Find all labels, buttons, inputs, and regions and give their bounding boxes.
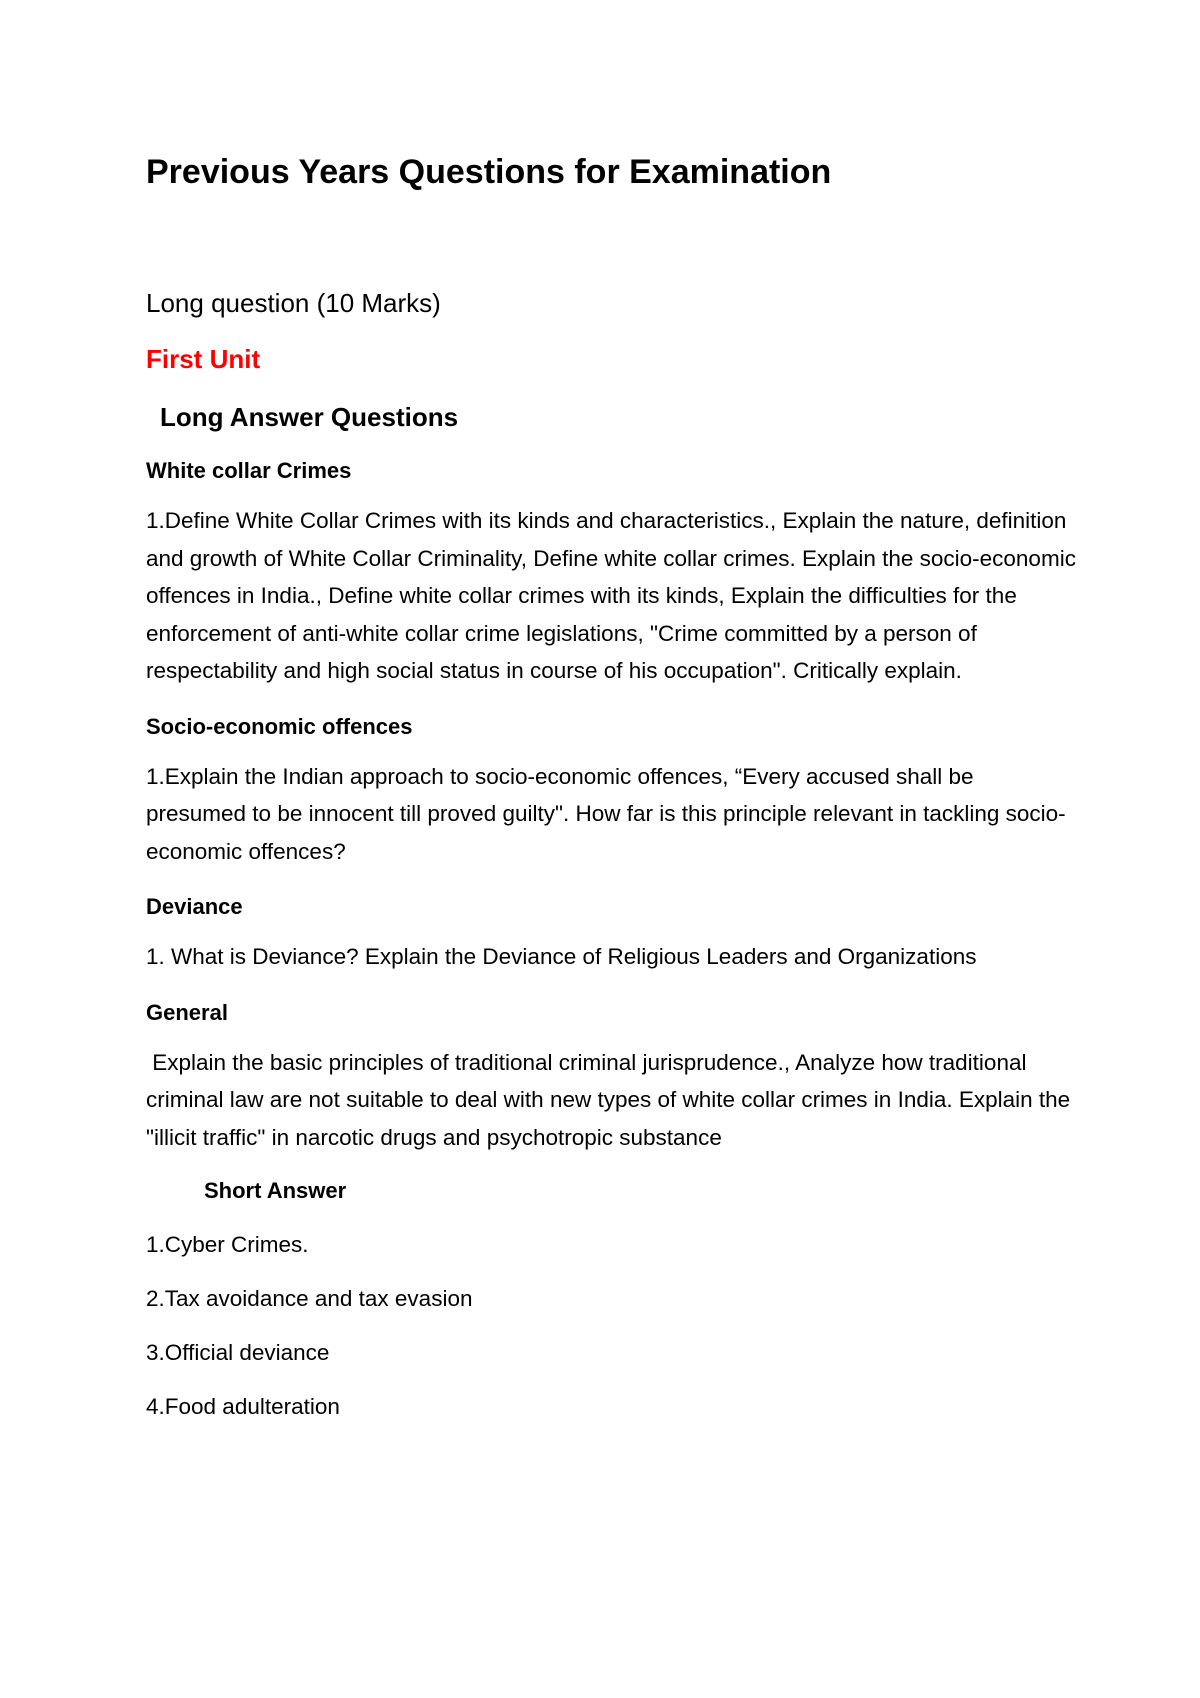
topic-text-general: Explain the basic principles of traditional criminal jurisprudence., Analyze how traditional criminal law are not suitable to deal with new types of white collar crimes in India. Explain the "illicit traffic" in narcotic drugs and psychotropic substance — [146, 1049, 1077, 1150]
topic-heading-socio-economic: Socio-economic offences — [146, 713, 413, 739]
page-title: Previous Years Questions for Examination — [146, 153, 832, 191]
topic-text-white-collar: 1.Define White Collar Crimes with its kinds and characteristics., Explain the nature, definition and growth of White Collar Criminality, Define white collar crimes. Explain the socio-economic offences in India., Define white collar crimes with its kinds, Explain the difficulties for the enforcement of anti-white collar crime legislations, "Crime committed by a person of respectability and high social status in course of his occupation". Critically explain. — [146, 508, 1076, 683]
short-answer-item: 3.Official deviance — [146, 1340, 330, 1365]
short-answer-item: 2.Tax avoidance and tax evasion — [146, 1286, 473, 1311]
unit-heading: First Unit — [146, 344, 261, 374]
long-answer-heading: Long Answer Questions — [160, 402, 459, 432]
topic-text-deviance: 1. What is Deviance? Explain the Deviance of Religious Leaders and Organizations — [146, 944, 977, 969]
short-answer-item: 4.Food adulteration — [146, 1394, 340, 1419]
short-answer-heading: Short Answer — [204, 1178, 347, 1203]
topic-heading-white-collar: White collar Crimes — [146, 458, 352, 483]
section-heading: Long question (10 Marks) — [146, 288, 441, 318]
topic-text-socio-economic: 1.Explain the Indian approach to socio-economic offences, “Every accused shall be presumed to be innocent till proved guilty". How far is this principle relevant in tackling socio-economic offences? — [146, 763, 1066, 864]
topic-heading-general: General — [146, 999, 228, 1025]
short-answer-item: 1.Cyber Crimes. — [146, 1232, 309, 1257]
document-content — [146, 150, 1076, 1422]
topic-heading-deviance: Deviance — [146, 894, 243, 919]
